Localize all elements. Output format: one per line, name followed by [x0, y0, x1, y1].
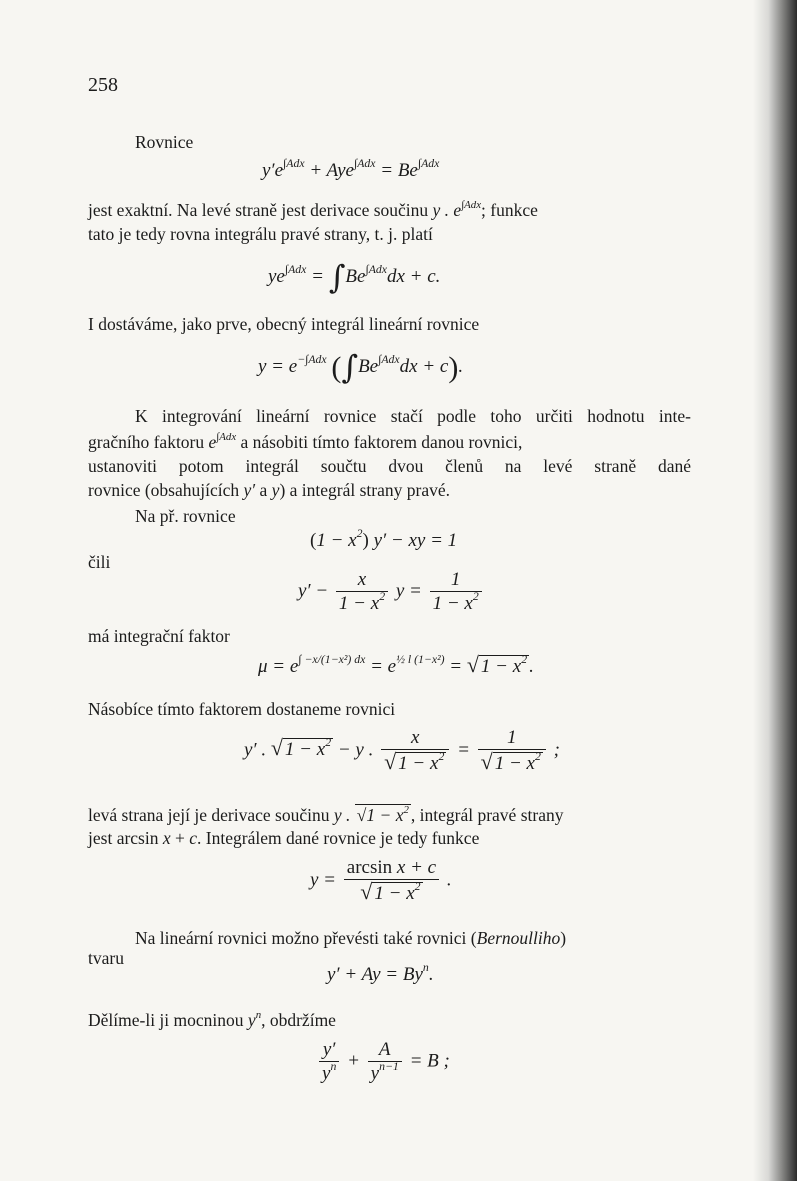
- text-line: Rovnice: [135, 132, 194, 152]
- text-line: má integrační faktor: [88, 626, 230, 646]
- equation-exact: $y'e^{\int Adx} + Aye^{\int Adx} = Be^{\int Adx}$: [262, 157, 440, 181]
- text-line: tato je tedy rovna integrálu pravé strany, t. j. platí: [88, 224, 433, 244]
- text-line: I dostáváme, jako prve, obecný integrál lineární rovnice: [88, 314, 480, 334]
- equation-solution: y = $\frac{\text{arcsin x + c}}{√ 1 - x^2}$ .: [310, 857, 452, 904]
- text-line: K integrování lineární rovnice stačí podle toho určiti hodnotu inte-: [135, 406, 691, 426]
- equation-example-normalized: y′ − $\frac{x}{1 - x^2}$ y = $\frac{1}{1 - x^2}$: [298, 570, 485, 614]
- text-line: tvaru: [88, 948, 124, 968]
- equation-bernoulli-divided: $\frac{y'}{y^n}$ + $\frac{A}{y^{n-1}}$ = B ;: [316, 1040, 450, 1084]
- text-line: rovnice (obsahujících y′ a y) a integrál strany pravé.: [88, 480, 450, 500]
- equation-bernoulli: $y' + Ay = By^n$.: [327, 961, 434, 985]
- text-line: čili: [88, 552, 111, 572]
- page-binding-shadow: [753, 0, 797, 1181]
- equation-example: $(1 - x^2)$ y′ − xy = 1: [310, 527, 458, 551]
- equation-integrating-factor: $\mu = e^{\int -x/(1-x^2) dx} = e^{\frac{1}{2} l (1-x^2)}$ = √ $1 - x^2$ .: [258, 652, 534, 677]
- text-line: jest exaktní. Na levé straně jest derivace součinu y . $e^{\int Adx}$; funkce: [88, 198, 538, 220]
- text-line: Dělíme-li ji mocninou $y^n$, obdržíme: [88, 1008, 336, 1030]
- text-line: Násobíce tímto faktorem dostaneme rovnici: [88, 699, 396, 719]
- text-line: gračního faktoru $e^{\int Adx}$ a násobiti tímto faktorem danou rovnici,: [88, 430, 523, 452]
- text-line: Na př. rovnice: [135, 506, 236, 526]
- equation-integral: $ye^{\int Adx} = \int Be^{\int Adx}dx + c$.: [268, 258, 441, 296]
- text-line: levá strana její je derivace součinu y . $√1 - x^2$ , integrál pravé strany: [88, 803, 564, 825]
- text-line: jest arcsin x + c. Integrálem dané rovnice je tedy funkce: [88, 828, 480, 848]
- equation-multiplied: y′ . √ $1 - x^2 - y$ . $\frac{x}{√ 1 - x^2}$ = $\frac{1}{√ 1 - x^2}$ ;: [244, 727, 560, 774]
- equation-general-solution: $y = e^{-\int Adx}$ $(\int Be^{\int Adx}dx + c)$.: [258, 348, 464, 386]
- text-line: Na lineární rovnici možno převésti také rovnici (Bernoulliho): [135, 928, 567, 948]
- page-number: 258: [88, 74, 118, 96]
- text-line: ustanoviti potom integrál součtu dvou členů na levé straně dané: [88, 456, 691, 476]
